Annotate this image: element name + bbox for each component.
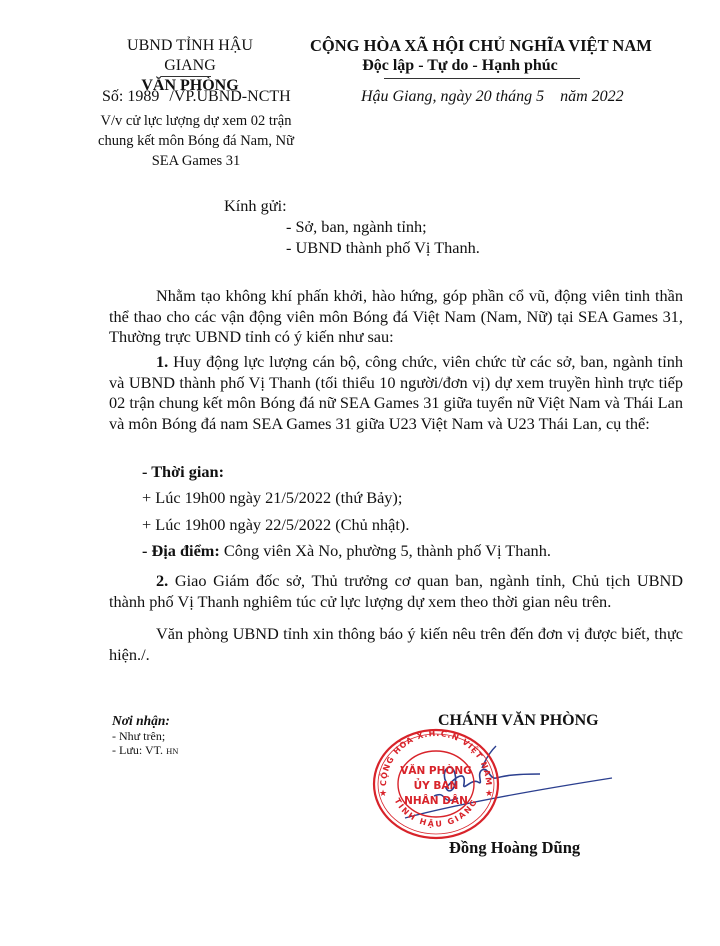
signer-title: CHÁNH VĂN PHÒNG xyxy=(438,712,599,729)
date-month: 5 xyxy=(536,88,545,105)
recipient-item: - UBND thành phố Vị Thanh. xyxy=(286,238,480,257)
subject-line: chung kết môn Bóng đá Nam, Nữ xyxy=(98,133,294,149)
svg-text:TỈNH HẬU GIANG: TỈNH HẬU GIANG xyxy=(392,796,480,829)
signer-name: Đồng Hoàng Dũng xyxy=(449,838,581,857)
motto-underline xyxy=(384,78,580,79)
item-1-text: Huy động lực lượng cán bộ, công chức, viên chức từ các sở, ban, ngành tỉnh và UBND thành phố Vị Thanh (tối thiểu 10 người/đơn vị) dự xem truyền hình trực tiếp 02 trận chung kết môn Bóng đá nữ SEA Games 31 giữa tuyển nữ Việt Nam và Thái Lan và môn Bóng đá nam SEA Games 31 giữa U23 Việt Nam và U23 Thái Lan, cụ thể: xyxy=(109,352,683,433)
svg-text:ỦY BAN: ỦY BAN xyxy=(413,780,459,792)
item-2-text: Giao Giám đốc sở, Thủ trưởng cơ quan ban, ngành tỉnh, Chủ tịch UBND thành phố Vị Thanh nghiêm túc cử lực lượng dự xem theo thời gian nêu trên. xyxy=(109,571,683,611)
distribution-item xyxy=(112,743,178,758)
svg-text:VĂN PHÒNG: VĂN PHÒNG xyxy=(400,765,472,777)
location-text: Công viên Xà No, phường 5, thành phố Vị Thanh. xyxy=(219,541,551,560)
official-seal-icon xyxy=(368,728,504,840)
nation-name: CỘNG HÒA XÃ HỘI CHỦ NGHĨA VIỆT NAM xyxy=(310,36,652,55)
intro-paragraph: Nhằm tạo không khí phấn khởi, hào hứng, góp phần cổ vũ, động viên tinh thần thể thao cho các vận động viên môn Bóng đá Việt Nam (Nam, Nữ) tại SEA Games 31, Thường trực UBND tỉnh có ý kiến như sau: xyxy=(109,286,683,346)
national-title-block xyxy=(310,36,652,76)
distribution-item: - Như trên; xyxy=(112,729,166,743)
doc-number-label: Số: xyxy=(102,88,124,105)
place: Hậu Giang, ngày xyxy=(361,88,472,105)
recipients-label: Kính gửi: xyxy=(224,196,287,215)
item-2-number: 2. xyxy=(156,571,169,590)
date-day: 20 xyxy=(475,88,492,105)
distribution-label: Nơi nhận: xyxy=(112,713,170,728)
subject-line: SEA Games 31 xyxy=(151,153,241,169)
item-1-paragraph xyxy=(109,352,683,434)
recipient-item: - Sở, ban, ngành tỉnh; xyxy=(286,217,427,236)
national-motto: Độc lập - Tự do - Hạnh phúc xyxy=(362,57,558,74)
location-label: - Địa điểm: xyxy=(142,541,220,560)
date-year-label: năm xyxy=(560,88,588,105)
doc-number-suffix: /VP.UBND-NCTH xyxy=(169,88,291,105)
date-month-label: tháng xyxy=(495,88,533,105)
distribution-block xyxy=(112,713,178,758)
location-line xyxy=(142,541,551,561)
svg-text:NHÂN DÂN: NHÂN DÂN xyxy=(404,795,468,807)
office-underline xyxy=(161,76,211,77)
date-year: 2022 xyxy=(591,88,624,105)
time-label: - Thời gian: xyxy=(142,462,225,481)
closing-paragraph: Văn phòng UBND tỉnh xin thông báo ý kiến nêu trên đến đơn vị được biết, thực hiện./. xyxy=(109,624,683,664)
agency-name: UBND TỈNH HẬU GIANG xyxy=(127,37,253,74)
distribution-item-text: - Lưu: VT. xyxy=(112,743,164,757)
svg-text:★: ★ xyxy=(484,788,494,798)
place-date xyxy=(361,88,624,106)
doc-number-value: 1989 xyxy=(127,88,160,105)
item-1-number: 1. xyxy=(156,352,169,371)
svg-text:★: ★ xyxy=(378,788,388,798)
svg-text:CỘNG HÒA X.H.C.N VIỆT NAM: CỘNG HÒA X.H.C.N VIỆT NAM xyxy=(378,728,494,787)
subject-block xyxy=(96,111,296,171)
issuing-agency-block xyxy=(100,36,280,96)
office-name: VĂN PHÒNG xyxy=(141,77,239,94)
document-number xyxy=(102,88,291,106)
time-item: + Lúc 19h00 ngày 22/5/2022 (Chủ nhật). xyxy=(142,515,410,534)
subject-line: V/v cử lực lượng dự xem 02 trận xyxy=(100,113,292,129)
recipients-list xyxy=(286,216,480,258)
item-2-paragraph xyxy=(109,571,683,612)
time-item: + Lúc 19h00 ngày 21/5/2022 (thứ Bảy); xyxy=(142,488,403,507)
distribution-initials: HN xyxy=(166,746,179,756)
